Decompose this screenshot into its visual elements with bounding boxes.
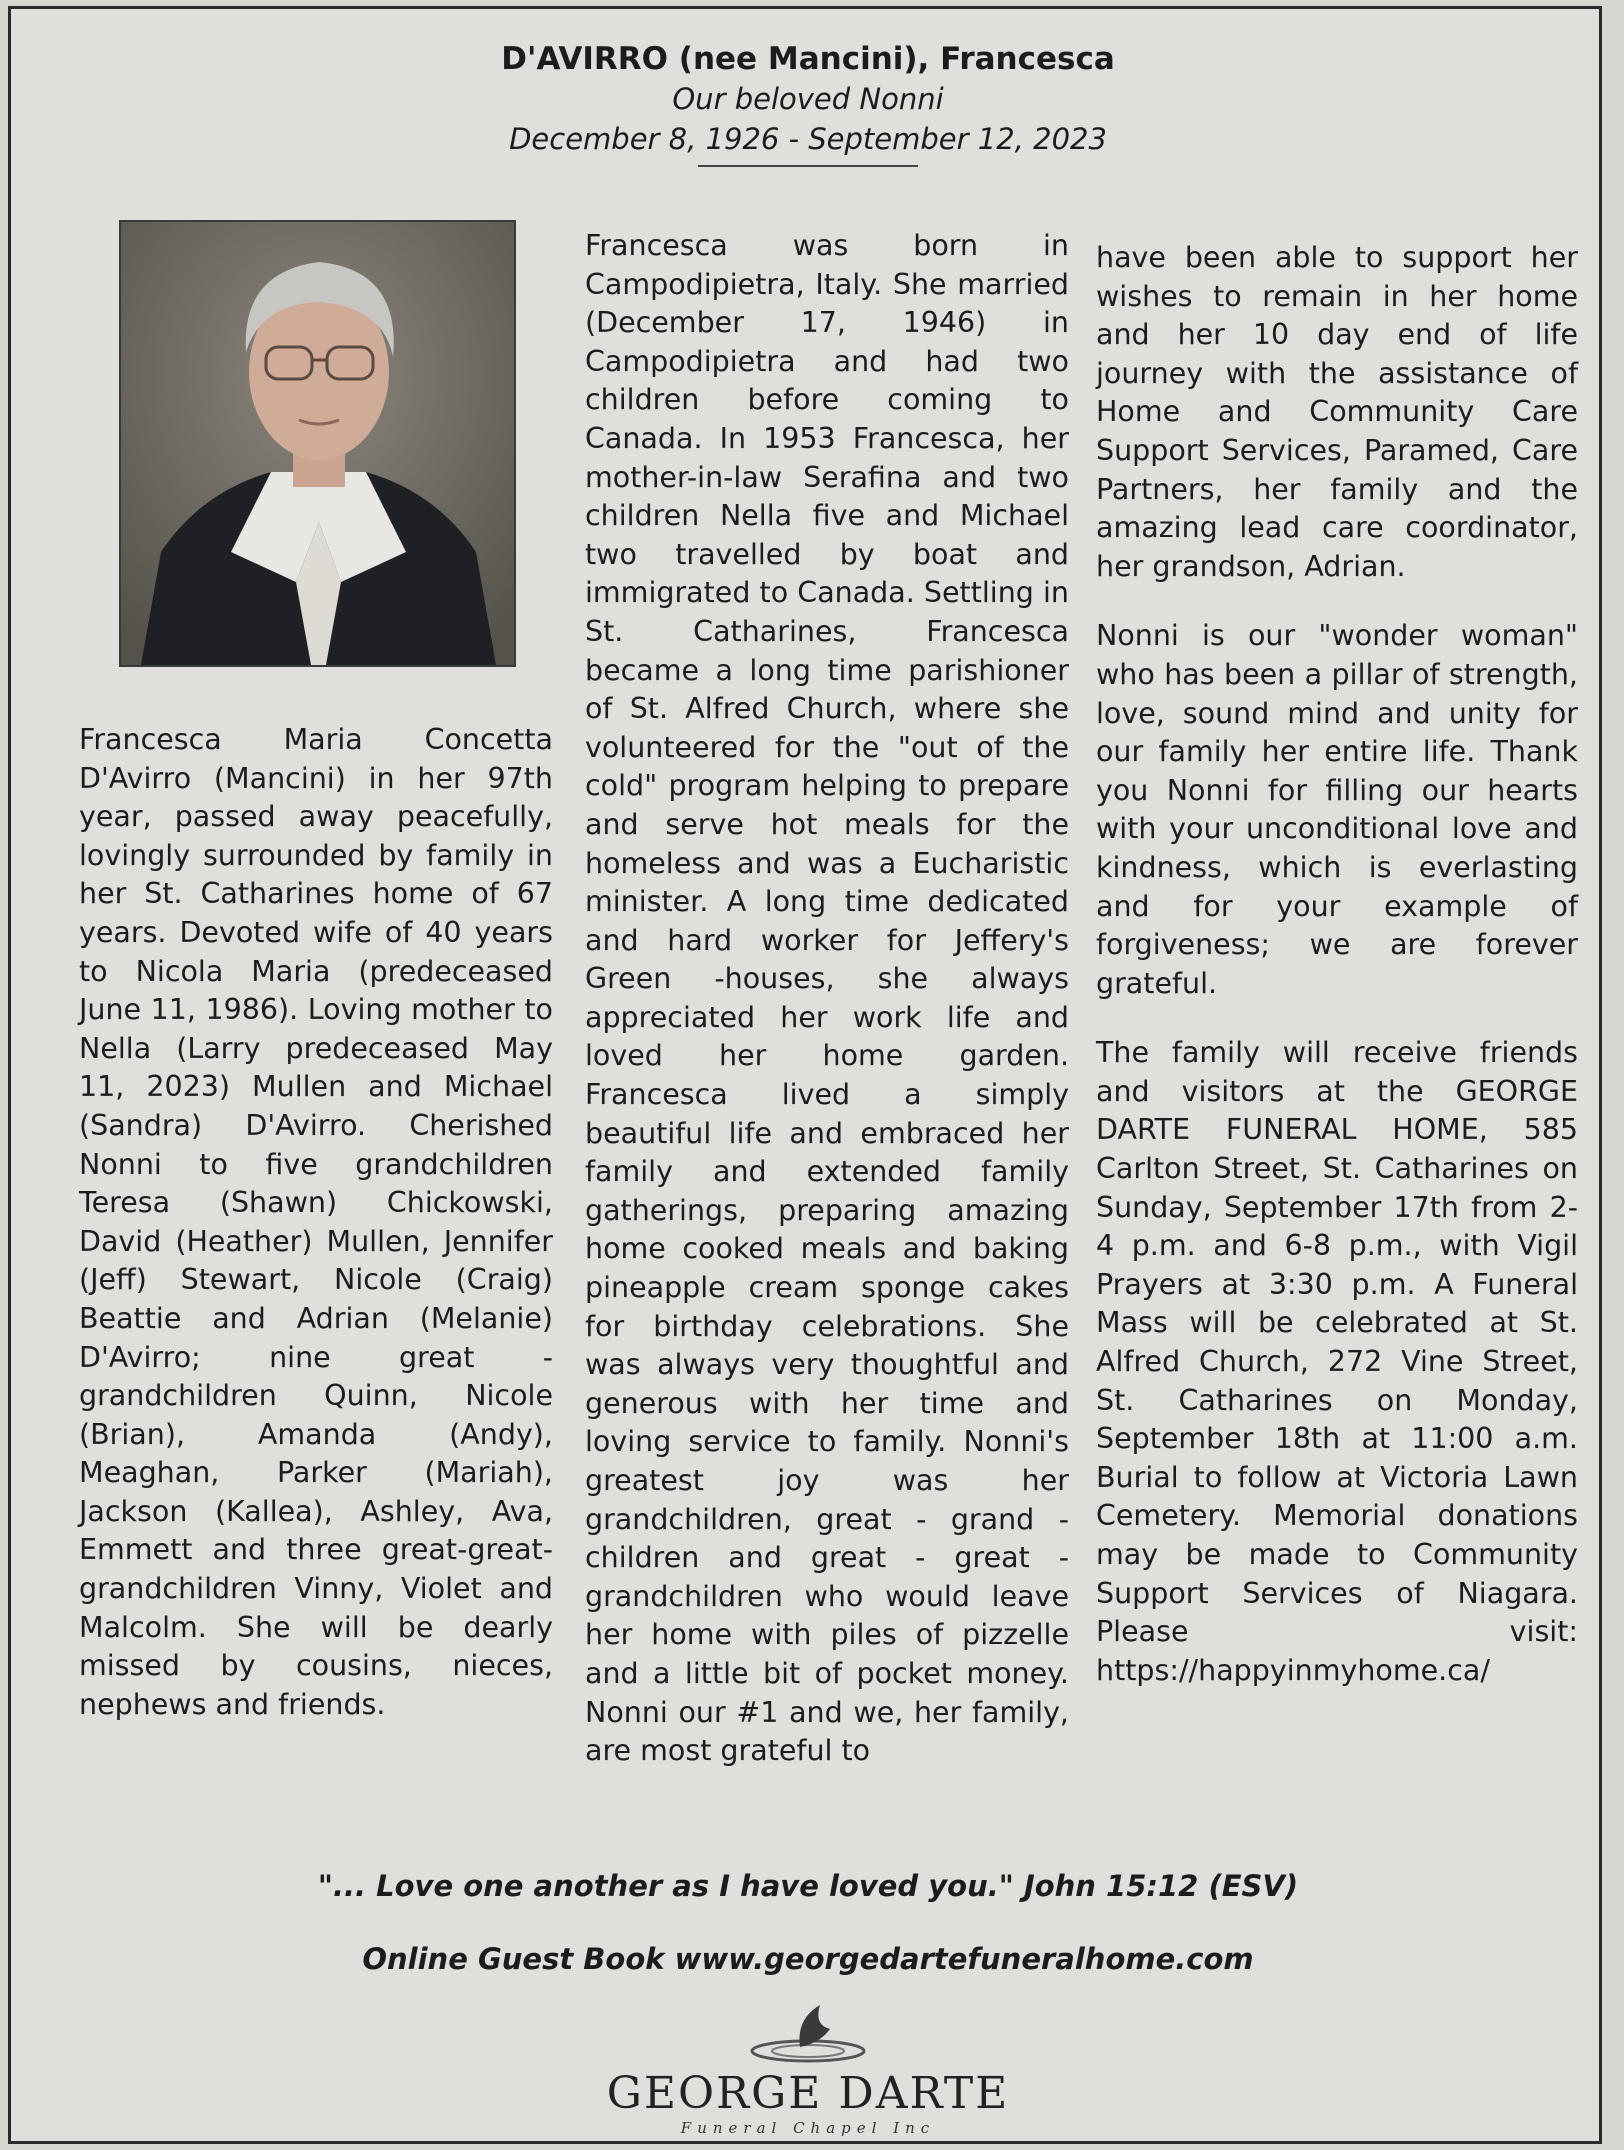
tribute-paragraph: Nonni is our "wonder woman" who has been a pillar of strength, love, sound mind and unity for our family her entire life. Thank you Nonni for filling our hearts with your unconditional love and kindness, which is everlasting and for your example of forgiveness; we are forever grateful.: [1096, 619, 1578, 1000]
family-paragraph: Francesca Maria Concetta D'Avirro (Mancini) in her 97th year, passed away peacefully, lovingly surrounded by family in her St. Catharines home of 67 years. Devoted wife of 40 years to Nicola Maria (predeceased June 11, 1986). Loving mother to Nella (Larry predeceased May 11, 2023) Mullen and Michael (Sandra) D'Avirro. Cherished Nonni to five grandchildren Teresa (Shawn) Chickowski, David (Heather) Mullen, Jennifer (Jeff) Stewart, Nicole (Craig) Beattie and Adrian (Melanie) D'Avirro; nine great - grandchildren Quinn, Nicole (Brian), Amanda (Andy), Meaghan, Parker (Mariah), Jackson (Kallea), Ashley, Ava, Emmett and three great-great-grandchildren Vinny, Violet and Malcolm. She will be dearly missed by cousins, nieces, nephews and friends.: [79, 723, 553, 1721]
header-divider: [698, 165, 918, 167]
obituary-column-2: [585, 227, 1069, 1771]
obituary-header: [11, 39, 1605, 167]
life-dates: December 8, 1926 - September 12, 2023: [509, 122, 1107, 156]
portrait-illustration: [121, 222, 514, 665]
service-details-paragraph: The family will receive friends and visitors at the GEORGE DARTE FUNERAL HOME, 585 Carlton Street, St. Catharines on Sunday, September 17th from 2-4 p.m. and 6-8 p.m., with Vigil Prayers at 3:30 p.m. A Funeral Mass will be celebrated at St. Alfred Church, 272 Vine Street, St. Catharines on Monday, September 18th at 11:00 a.m. Burial to follow at Victoria Lawn Cemetery. Memorial donations may be made to Community Support Services of Niagara. Please visit: https://happyinmyhome.ca/: [1096, 1036, 1578, 1687]
flame-leaf-icon: [748, 1999, 868, 2065]
funeral-home-logo: [11, 1999, 1605, 2137]
obituary-column-3: [1096, 239, 1578, 1690]
obituary-notice: [8, 6, 1602, 2144]
portrait-photo: [119, 220, 516, 667]
guest-book-link[interactable]: Online Guest Book www.georgedartefuneralhome.com: [362, 1942, 1254, 1976]
deceased-name: D'AVIRRO (nee Mancini), Francesca: [501, 41, 1115, 77]
scripture-quote: "... Love one another as I have loved you." John 15:12 (ESV): [317, 1869, 1299, 1903]
logo-name: GEORGE DARTE: [606, 2068, 1010, 2119]
logo-tagline: Funeral Chapel Inc: [680, 2119, 936, 2137]
obituary-column-1: [79, 721, 553, 1724]
life-story-paragraph: Francesca was born in Campodipietra, Italy. She married (December 17, 1946) in Campodipietra and had two children before coming to Canada. In 1953 Francesca, her mother-in-law Serafina and two children Nella five and Michael two travelled by boat and immigrated to Canada. Settling in St. Catharines, Francesca became a long time parishioner of St. Alfred Church, where she volunteered for the "out of the cold" program helping to prepare and serve hot meals for the homeless and was a Eucharistic minister. A long time dedicated and hard worker for Jeffery's Green -houses, she always appreciated her work life and loved her home garden. Francesca lived a simply beautiful life and embraced her family and extended family gatherings, preparing amazing home cooked meals and baking pineapple cream sponge cakes for birthday celebrations. She was always very thoughtful and generous with her time and loving service to family. Nonni's greatest joy was her grandchildren, great - grand - children and great - great - grandchildren who would leave her home with piles of pizzelle and a little bit of pocket money. Nonni our #1 and we, her family, are most grateful to: [585, 229, 1069, 1768]
care-paragraph: have been able to support her wishes to remain in her home and her 10 day end of life journey with the assistance of Home and Community Care Support Services, Paramed, Care Partners, her family and the amazing lead care coordinator, her grandson, Adrian.: [1096, 241, 1578, 583]
subtitle: Our beloved Nonni: [672, 82, 944, 116]
